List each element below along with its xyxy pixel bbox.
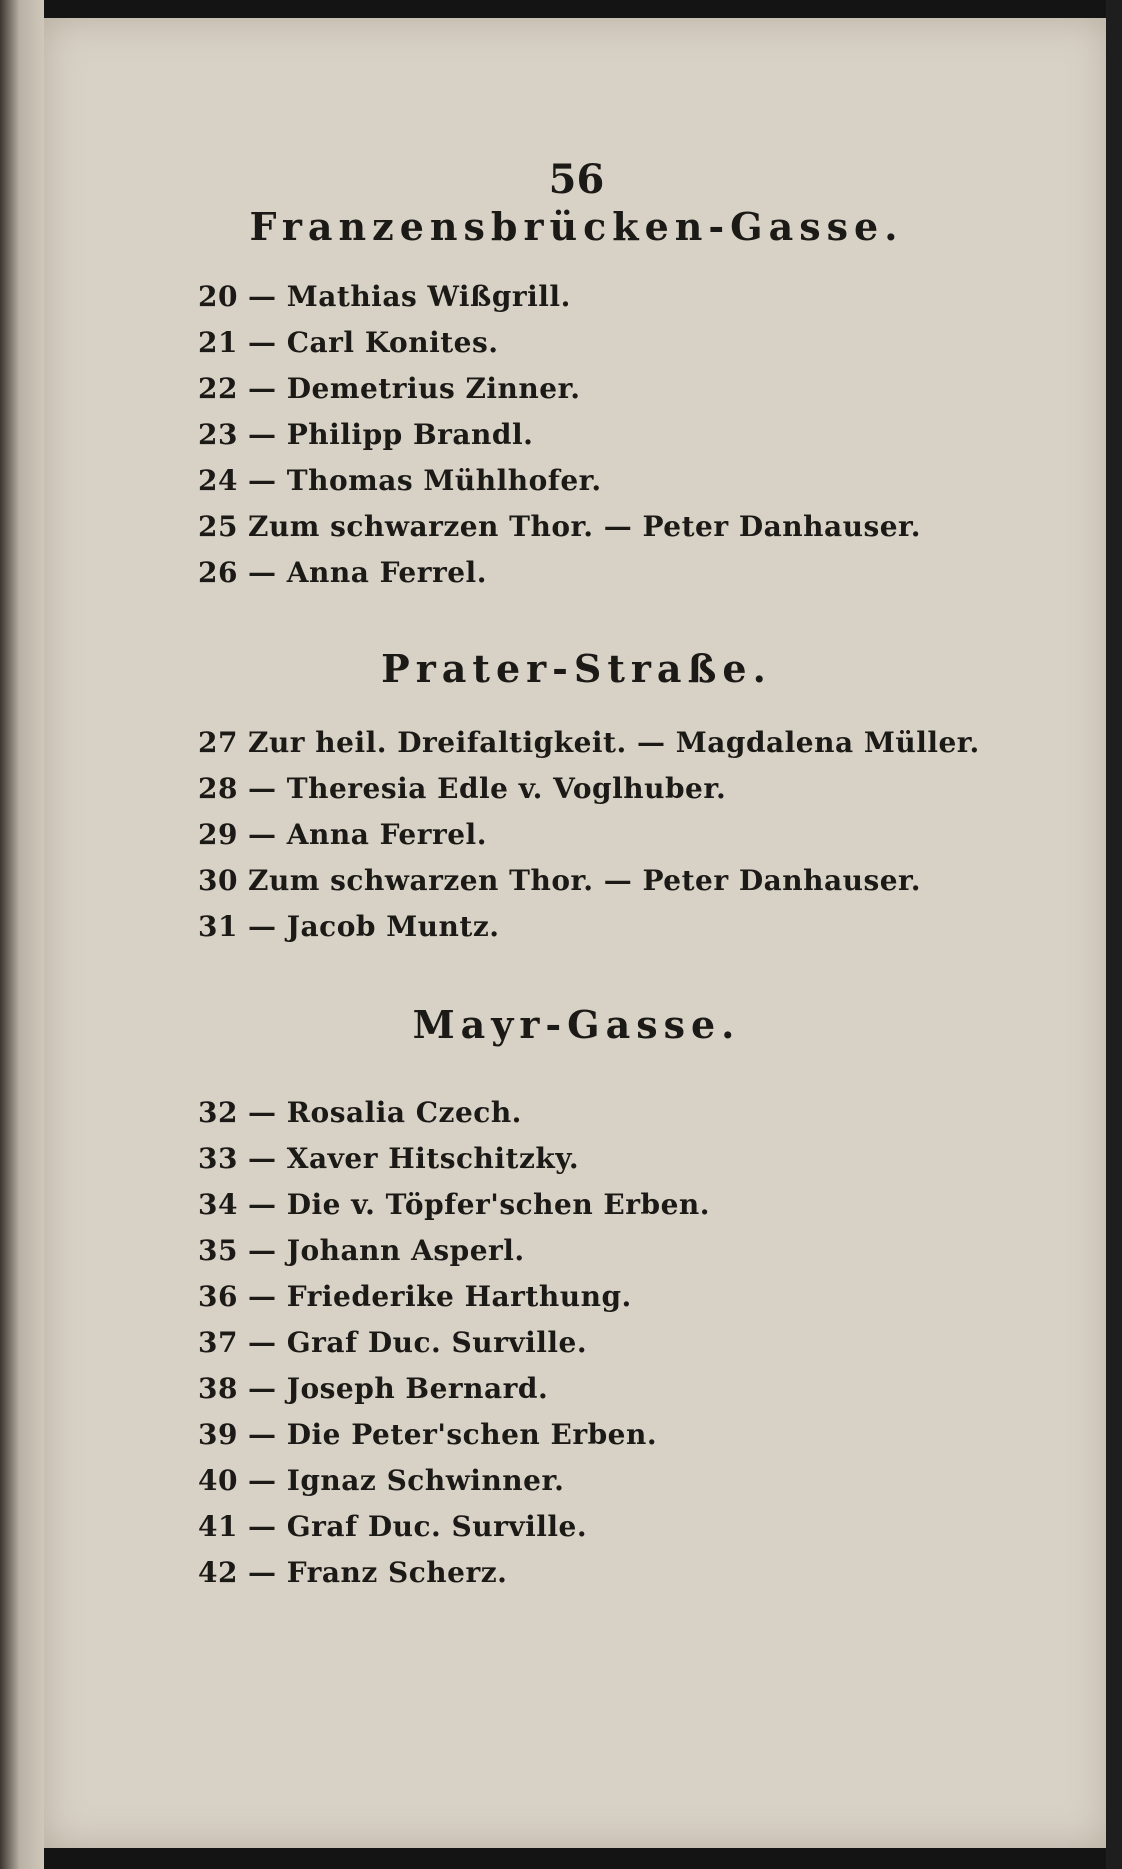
list-item xyxy=(198,1372,1078,1405)
entry-text: Zur heil. Dreifaltigkeit. — Magdalena Müller. xyxy=(248,726,980,759)
entry-number: 38 xyxy=(198,1372,238,1405)
section-heading-mayr-gasse: Mayr-Gasse. xyxy=(412,1002,741,1047)
entry-number: 34 xyxy=(198,1188,238,1221)
entry-text: — Xaver Hitschitzky. xyxy=(248,1142,580,1175)
entry-text: — Graf Duc. Surville. xyxy=(248,1510,588,1543)
book-page xyxy=(44,18,1109,1848)
entry-text: Zum schwarzen Thor. — Peter Danhauser. xyxy=(248,510,921,543)
entry-number: 27 xyxy=(198,726,238,759)
page-number: 56 xyxy=(548,156,605,203)
entry-text: — Carl Konites. xyxy=(248,326,499,359)
entry-number: 22 xyxy=(198,372,238,405)
entry-number: 24 xyxy=(198,464,238,497)
list-item xyxy=(198,372,1078,405)
list-item xyxy=(198,910,1078,943)
section-heading-franzensbruecken-gasse: Franzensbrücken-Gasse. xyxy=(249,204,904,249)
list-item xyxy=(198,772,1078,805)
entry-text: — Friederike Harthung. xyxy=(248,1280,632,1313)
list-item xyxy=(198,1096,1078,1129)
entry-number: 23 xyxy=(198,418,238,451)
page-edge xyxy=(1106,0,1122,1869)
entry-number: 32 xyxy=(198,1096,238,1129)
list-item xyxy=(198,1510,1078,1543)
entry-number: 39 xyxy=(198,1418,238,1451)
entry-text: — Jacob Muntz. xyxy=(248,910,500,943)
entry-text: — Mathias Wißgrill. xyxy=(248,280,571,313)
entry-text: — Johann Asperl. xyxy=(248,1234,525,1267)
list-item xyxy=(198,464,1078,497)
entry-number: 36 xyxy=(198,1280,238,1313)
list-item xyxy=(198,510,1078,543)
list-item xyxy=(198,1464,1078,1497)
list-item xyxy=(198,418,1078,451)
list-item xyxy=(198,280,1078,313)
entry-text: — Graf Duc. Surville. xyxy=(248,1326,588,1359)
entry-number: 41 xyxy=(198,1510,238,1543)
entry-number: 40 xyxy=(198,1464,238,1497)
entry-number: 33 xyxy=(198,1142,238,1175)
entry-text: Zum schwarzen Thor. — Peter Danhauser. xyxy=(248,864,921,897)
entry-text: — Philipp Brandl. xyxy=(248,418,534,451)
list-item xyxy=(198,1142,1078,1175)
entry-number: 35 xyxy=(198,1234,238,1267)
entry-text: — Rosalia Czech. xyxy=(248,1096,522,1129)
list-item xyxy=(198,1326,1078,1359)
entry-text: — Franz Scherz. xyxy=(248,1556,508,1589)
entry-number: 26 xyxy=(198,556,238,589)
section-heading-prater-strasse: Prater-Straße. xyxy=(381,646,772,691)
entry-number: 29 xyxy=(198,818,238,851)
entry-text: — Theresia Edle v. Voglhuber. xyxy=(248,772,727,805)
book-spine xyxy=(0,0,44,1869)
entry-text: — Anna Ferrel. xyxy=(248,818,487,851)
entry-text: — Anna Ferrel. xyxy=(248,556,487,589)
entry-text: — Die v. Töpfer'schen Erben. xyxy=(248,1188,711,1221)
entry-number: 30 xyxy=(198,864,238,897)
list-item xyxy=(198,556,1078,589)
entry-text: — Thomas Mühlhofer. xyxy=(248,464,602,497)
entry-number: 28 xyxy=(198,772,238,805)
entry-number: 42 xyxy=(198,1556,238,1589)
entry-text: — Joseph Bernard. xyxy=(248,1372,549,1405)
entry-text: — Demetrius Zinner. xyxy=(248,372,581,405)
entry-number: 37 xyxy=(198,1326,238,1359)
entry-number: 31 xyxy=(198,910,238,943)
entry-number: 21 xyxy=(198,326,238,359)
list-item xyxy=(198,818,1078,851)
entry-number: 25 xyxy=(198,510,238,543)
entry-text: — Die Peter'schen Erben. xyxy=(248,1418,658,1451)
list-item xyxy=(198,1556,1078,1589)
list-item xyxy=(198,1234,1078,1267)
list-item xyxy=(198,1418,1078,1451)
list-item xyxy=(198,864,1078,897)
list-item xyxy=(198,1188,1078,1221)
entry-number: 20 xyxy=(198,280,238,313)
entry-text: — Ignaz Schwinner. xyxy=(248,1464,565,1497)
list-item xyxy=(198,326,1078,359)
list-item xyxy=(198,1280,1078,1313)
list-item xyxy=(198,726,1078,759)
